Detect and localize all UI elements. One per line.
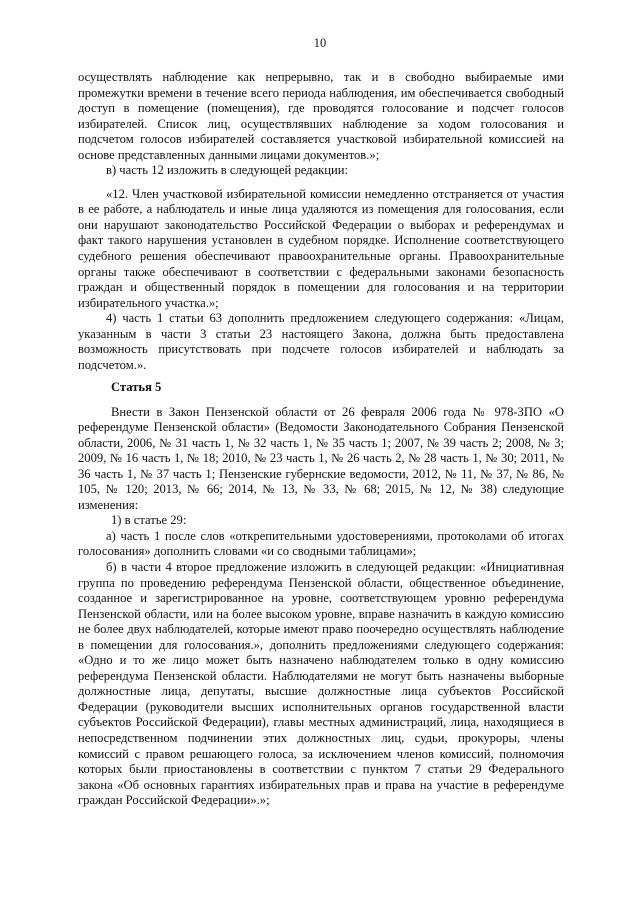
paragraph-article-63: 4) часть 1 статьи 63 дополнить предложением следующего содержания: «Лицам, указанным в части 3 статьи 23 настоящего Закона, должна быть предоставлена возможность присутствовать при подсчете голосов избирателей и наблюдать за подсчетом.». [78,311,564,372]
paragraph-amend-law: Внести в Закон Пензенской области от 26 февраля 2006 года № 978-ЗПО «О референдуме Пензенской области» (Ведомости Законодательного Собрания Пензенской области, 2006, № 31 часть 1, № 32 часть 1, № 35 часть 1; 2007, № 39 часть 2; 2008, № 3; 2009, № 16 часть 1, № 18; 2010, № 23 часть 1, № 26 часть 2, № 28 часть 1, № 30; 2011, № 36 часть 1, № 37 часть 1; Пензенские губернские ведомости, 2012, № 11, № 37, № 86, № 105, № 120; 2013, № 66; 2014, № 13, № 33, № 68; 2015, № 12, № 38) следующие изменения: [78,404,564,512]
paragraph-article-29-intro: 1) в статье 29: [111,513,187,528]
text-block-article-5 [78,380,564,809]
paragraph-part-12-intro: в) часть 12 изложить в следующей редакции: [106,163,348,178]
text-block-top [78,70,564,373]
paragraph-item-b: б) в части 4 второе предложение изложить в следующей редакции: «Инициативная группа по проведению референдума Пензенской области, общественное объединение, созданное и зарегистрированное на уровне, соответствующем уровню референдума Пензенской области, или на более высоком уровне, вправе назначить в каждую комиссию не более двух наблюдателей, которые имеют право поочередно осуществлять наблюдение в помещении для голосования.», дополнить предложениями следующего содержания: «Одно и то же лицо может быть назначено наблюдателем только в одну комиссию референдума Пензенской области. Наблюдателями не могут быть назначены выборные должностные лица, депутаты, высшие должностные лица субъектов Российской Федерации (руководители высших исполнительных органов государственной власти субъектов Российской Федерации), главы местных администраций, лица, находящиеся в непосредственном подчинении этих должностных лиц, судьи, прокуроры, члены комиссий с правом решающего голоса, за исключением членов комиссий, полномочия которых были приостановлены в соответствии с пунктом 7 статьи 29 Федерального закона «Об основных гарантиях избирательных прав и права на участие в референдуме граждан Российской Федерации».»; [78,560,564,808]
page-number: 10 [313,36,327,50]
paragraph-observer-access: осуществлять наблюдение как непрерывно, так и в свободно выбираемые ими промежутки времени в течение всего периода наблюдения, им обеспечивается свободный доступ в помещение (помещения), где проводятся голосование и подсчет голосов избирателей. Список лиц, осуществлявших наблюдение за ходом голосования и подсчетом голосов избирателей составляется участковой избирательной комиссией на основе представленных данными лицами документов.»; [78,70,564,162]
paragraph-item-a: а) часть 1 после слов «открепительными удостоверениями, протоколами об итогах голосования» дополнить словами «и со сводными таблицами»; [78,528,564,559]
article-heading: Статья 5 [111,380,162,394]
paragraph-part-12-text: «12. Член участковой избирательной комиссии немедленно отстраняется от участия в ее работе, а наблюдатель и иные лица удаляются из помещения для голосования, если они нарушают законодательство Российской Федерации о выборах и референдумах и факт такого нарушения установлен в судебном порядке. Исполнение соответствующего судебного решения обеспечивают правоохранительные органы. Правоохранительные органы также обеспечивают в соответствии с федеральными законами безопасность граждан и общественный порядок в помещении для голосования и на территории избирательного участка.»; [78,186,564,310]
